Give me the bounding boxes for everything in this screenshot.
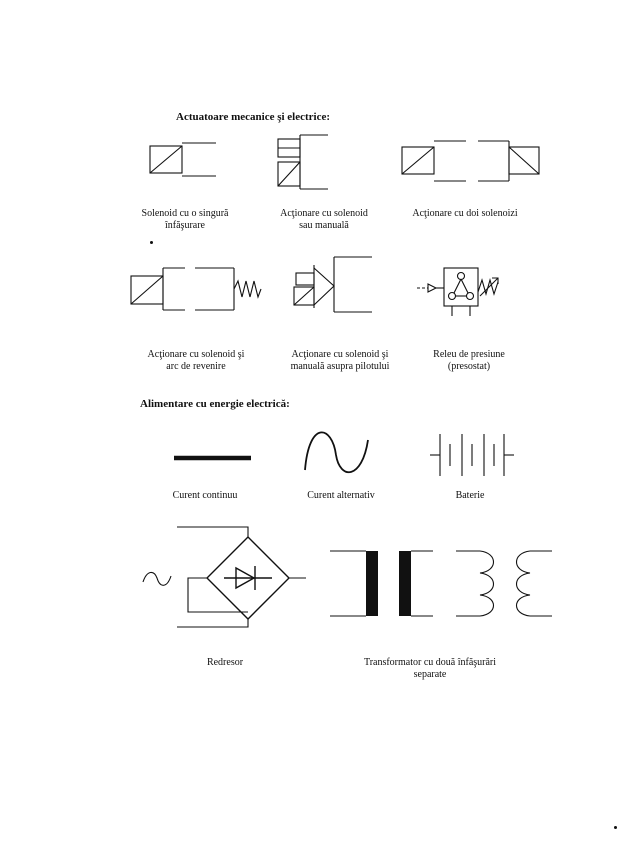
- caption-line: Acţionare cu solenoid: [280, 208, 368, 219]
- caption-line: Acţionare cu doi solenoizi: [412, 208, 518, 219]
- caption-direct-current: [150, 490, 260, 502]
- caption-line: Releu de presiune: [433, 349, 505, 360]
- caption-two-solenoids: [398, 208, 532, 220]
- section-heading-actuators: Actuatoare mecanice şi electrice:: [176, 111, 331, 123]
- caption-line: Acţionare cu solenoid şi: [291, 349, 389, 360]
- caption-line: Redresor: [206, 657, 244, 668]
- solenoid-single-winding-symbol: [150, 143, 216, 176]
- caption-pressure-relay: [414, 349, 524, 373]
- caption-line: arc de revenire: [166, 361, 226, 372]
- solenoid-spring-symbol: [131, 268, 261, 310]
- caption-solenoid-spring: [126, 349, 266, 373]
- caption-solenoid-single: [130, 208, 240, 232]
- solenoid-or-manual-symbol: [278, 135, 328, 189]
- caption-line: Curent continuu: [172, 490, 238, 501]
- solenoid-manual-pilot-symbol: [294, 257, 372, 312]
- two-solenoids-symbol: [402, 141, 539, 181]
- caption-line: înfăşurare: [165, 220, 205, 231]
- caption-solenoid-manual-pilot: [270, 349, 410, 373]
- transformer-coils-symbol: [456, 551, 552, 616]
- caption-rectifier: [180, 657, 270, 669]
- caption-line: Curent alternativ: [307, 490, 375, 501]
- caption-alternating-current: [286, 490, 396, 502]
- transformer-core-symbol: [330, 551, 433, 616]
- caption-line: Transformator cu două înfăşurări: [363, 657, 497, 668]
- rectifier-symbol: [143, 527, 306, 627]
- caption-line: manuală asupra pilotului: [290, 361, 390, 372]
- caption-line: (presostat): [447, 361, 491, 372]
- caption-line: Acţionare cu solenoid şi: [147, 349, 245, 360]
- caption-line: sau manuală: [299, 220, 349, 231]
- scan-speck: [614, 826, 617, 829]
- alternating-current-symbol: [305, 432, 368, 472]
- caption-solenoid-manual: [262, 208, 386, 232]
- scan-speck: [150, 241, 153, 244]
- caption-line: Baterie: [455, 490, 485, 501]
- battery-symbol: [430, 434, 514, 476]
- caption-line: Solenoid cu o singură: [141, 208, 229, 219]
- caption-battery: [430, 490, 510, 502]
- pressure-relay-symbol: [417, 268, 498, 316]
- caption-line: separate: [413, 669, 447, 680]
- section-heading-power-supply: Alimentare cu energie electrică:: [140, 398, 290, 410]
- caption-transformer: [335, 657, 525, 681]
